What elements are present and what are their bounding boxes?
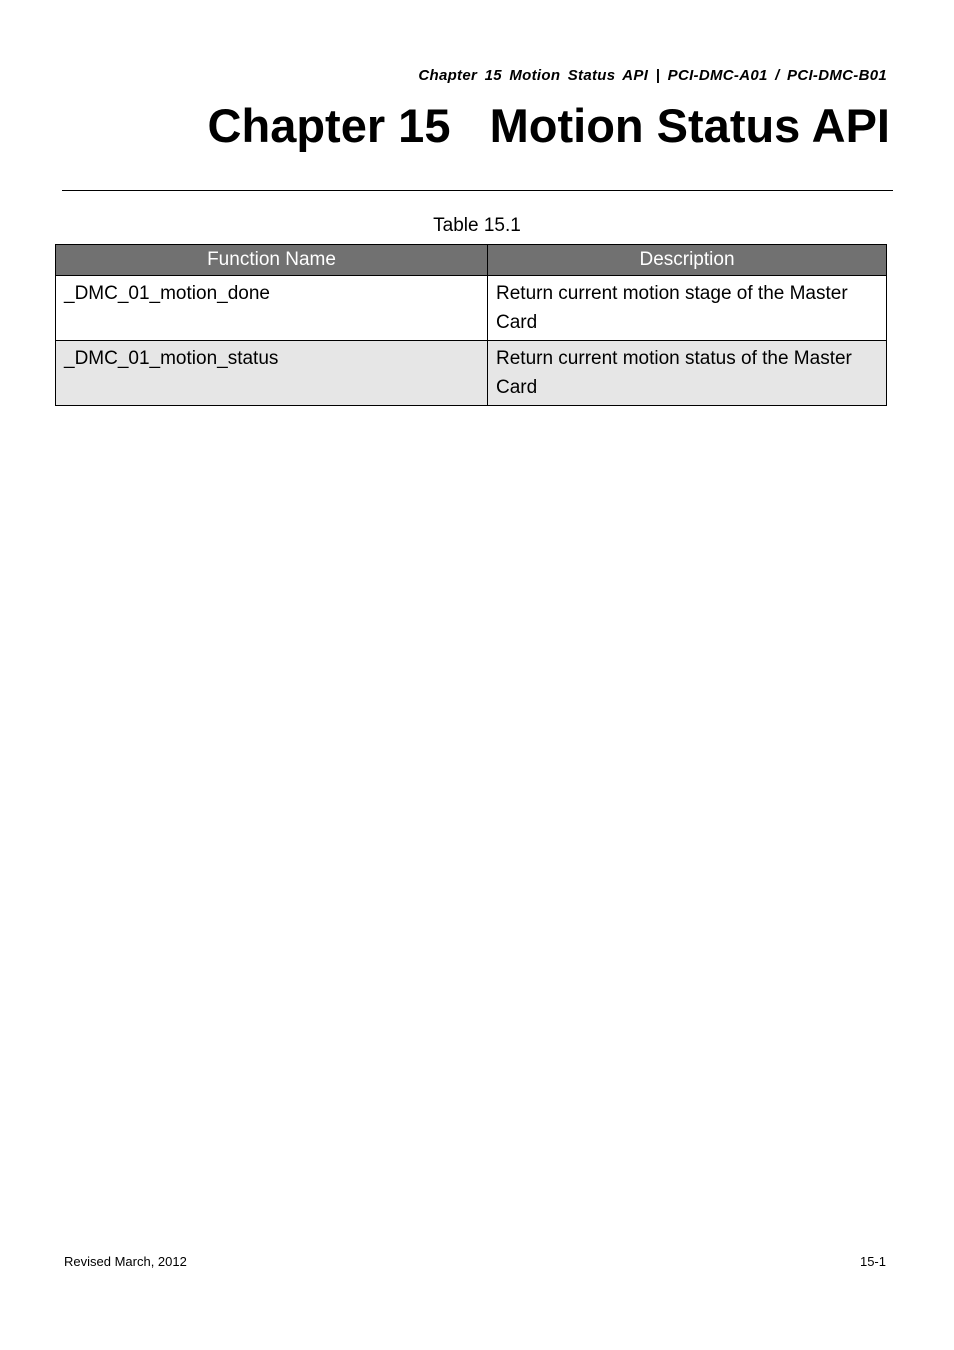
description-cell: Return current motion stage of the Master Card: [488, 276, 887, 341]
footer-page-number: 15-1: [859, 1254, 886, 1269]
function-name-cell: _DMC_01_motion_status: [56, 341, 488, 406]
function-table: [55, 244, 887, 406]
running-header: Chapter 15 Motion Status API | PCI-DMC-A01 / PCI-DMC-B01: [418, 67, 887, 84]
table-row: [56, 276, 887, 341]
chapter-title: Chapter 15 Motion Status API: [207, 99, 890, 152]
footer-revision: Revised March, 2012: [64, 1254, 187, 1269]
title-divider: [62, 190, 893, 191]
table-header-row: [56, 245, 887, 276]
column-header-description: Description: [488, 245, 887, 276]
column-header-function-name: Function Name: [56, 245, 488, 276]
table-row: [56, 341, 887, 406]
function-name-cell: _DMC_01_motion_done: [56, 276, 488, 341]
description-cell: Return current motion status of the Master Card: [488, 341, 887, 406]
table-caption: Table 15.1: [433, 215, 521, 236]
